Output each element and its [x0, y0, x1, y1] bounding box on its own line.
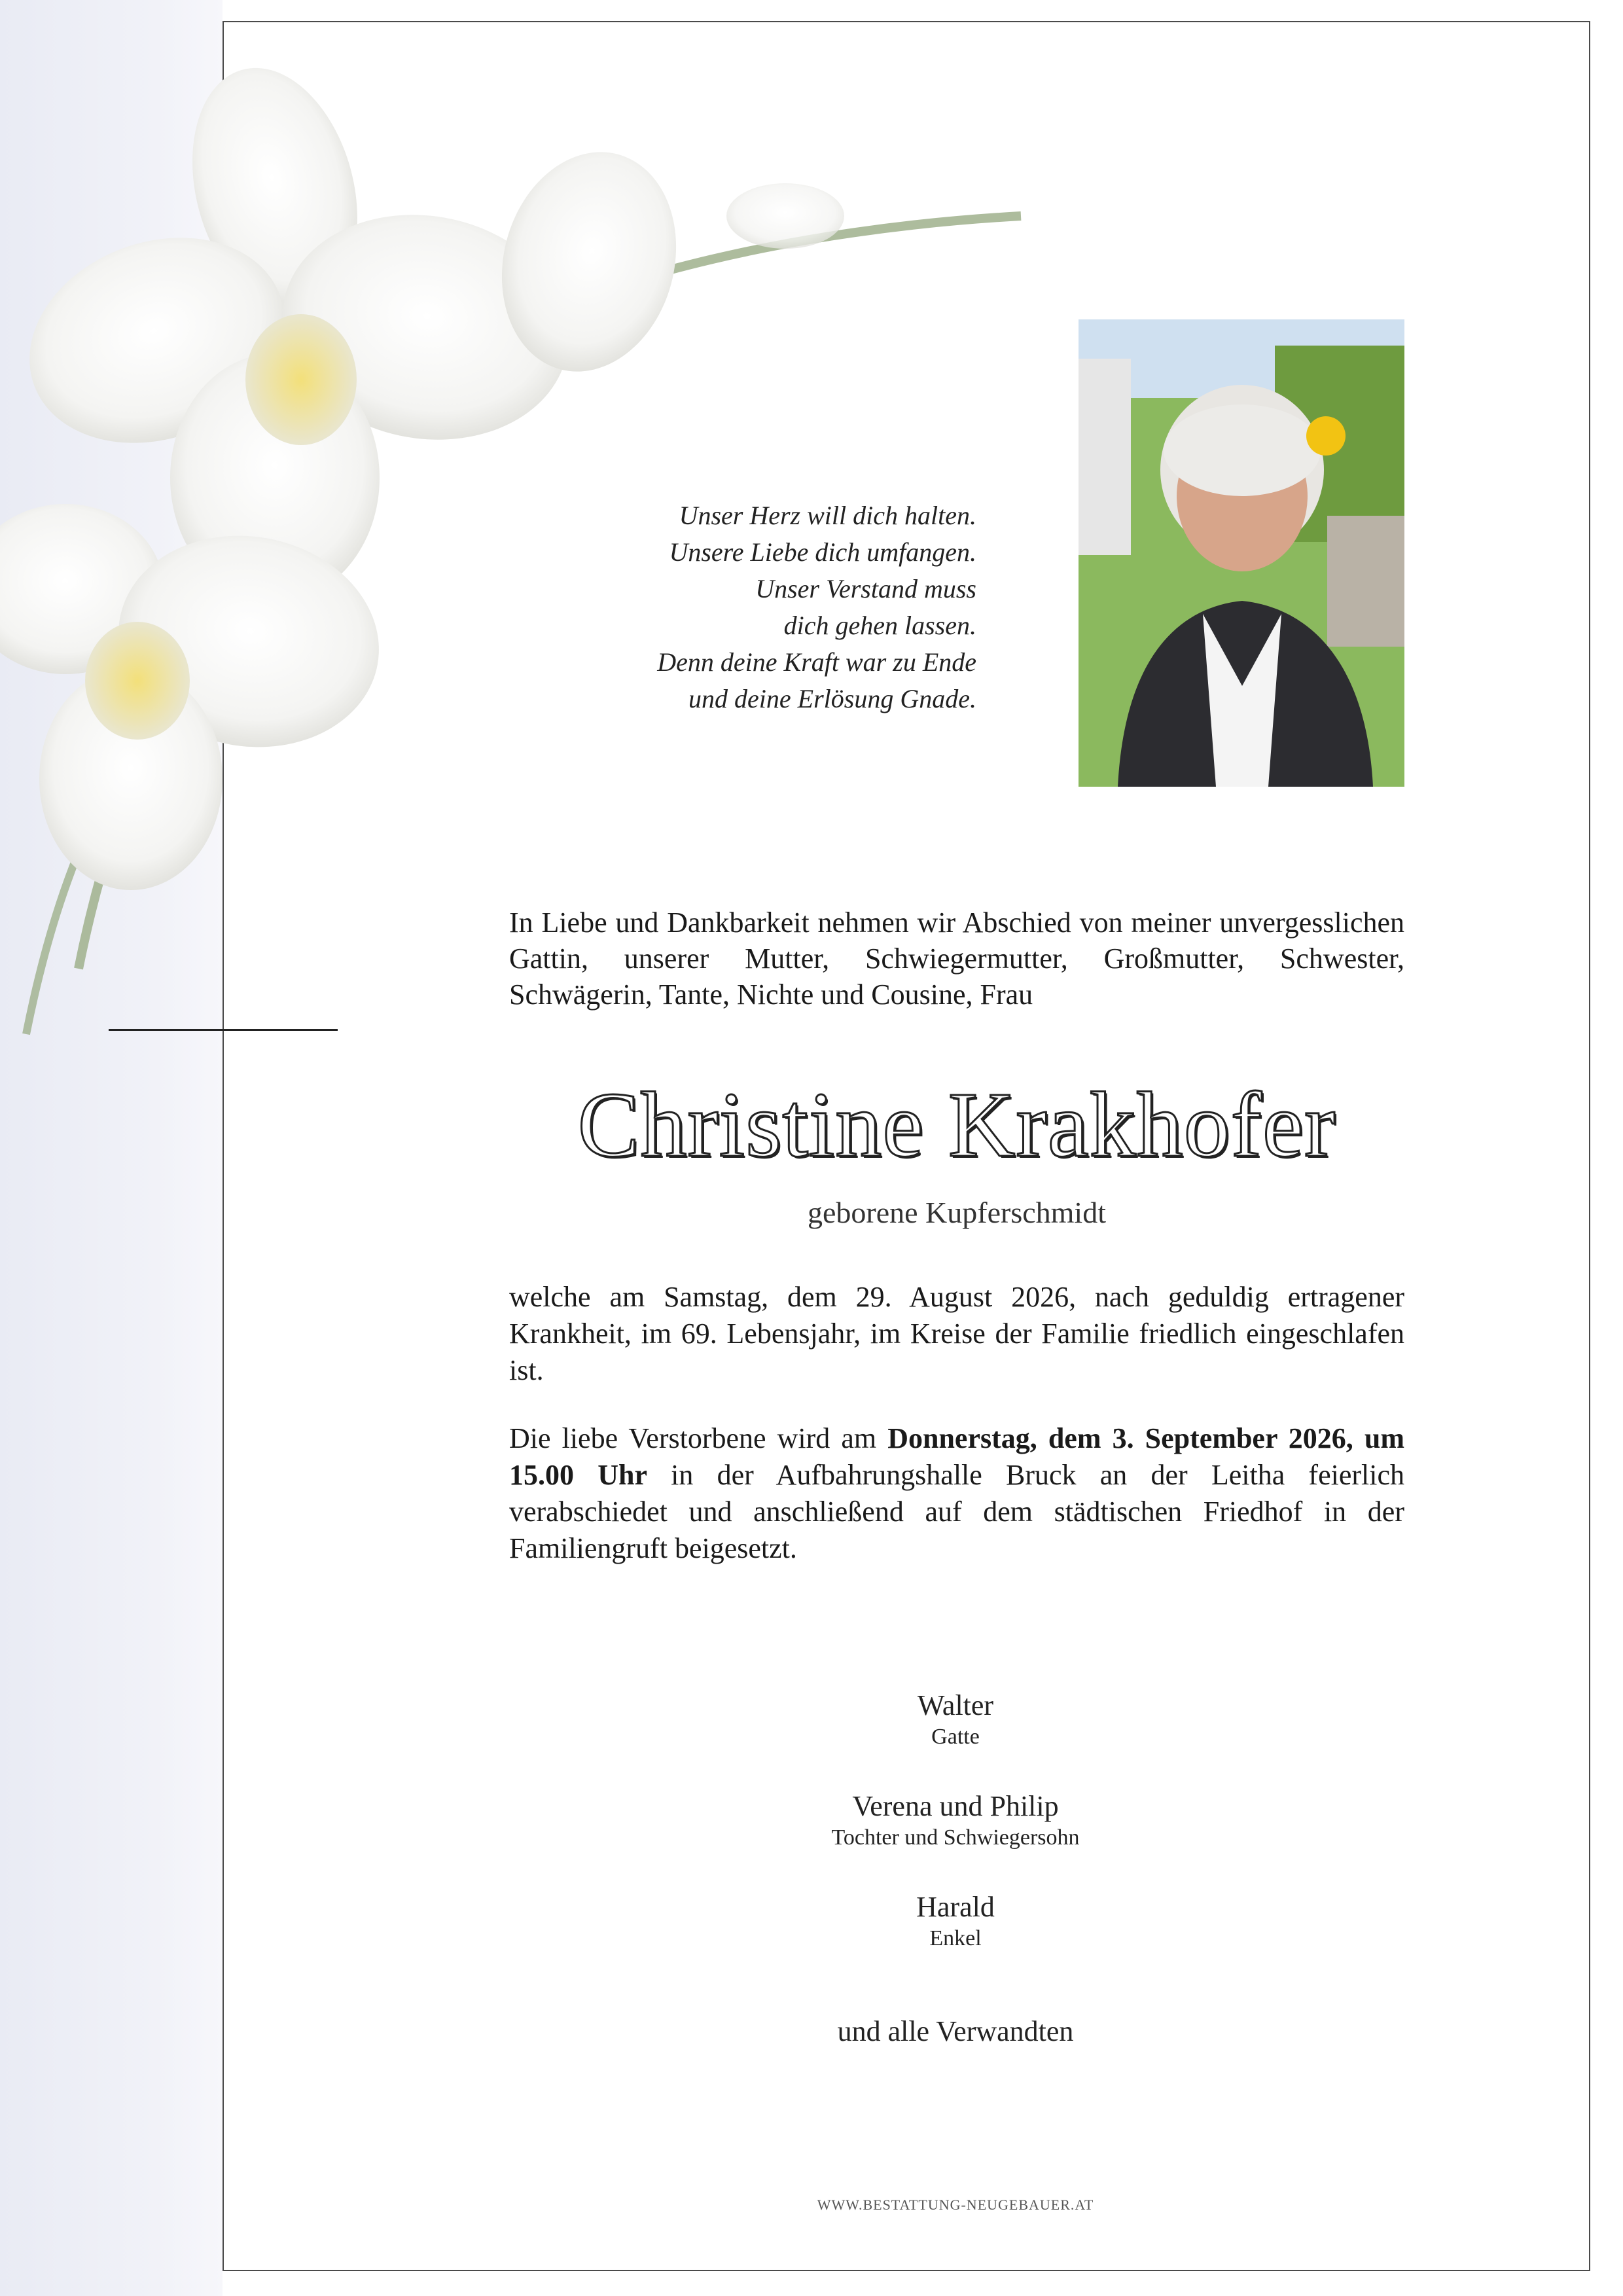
mourner-name: Harald [916, 1891, 995, 1923]
poem-line: Unser Verstand muss [755, 574, 976, 603]
poem-line: Denn deine Kraft war zu Ende [657, 647, 976, 677]
funeral-date-time: Donnerstag, dem 3. September 2026, um 15.00 Uhr [509, 1422, 1404, 1491]
poem-line: Unser Herz will dich halten. [679, 501, 976, 530]
orchid-flower-right [478, 132, 844, 391]
poem-line: Unsere Liebe dich umfangen. [669, 537, 976, 567]
footer-website: WWW.BESTATTUNG-NEUGEBAUER.AT [817, 2197, 1094, 2213]
mourner-relation: Tochter und Schwiegersohn [831, 1825, 1080, 1850]
mourner-name: Verena und Philip [852, 1790, 1059, 1822]
mourner-name: Walter [917, 1689, 994, 1721]
memorial-poem [524, 497, 976, 717]
mourners-list [694, 1687, 1217, 1990]
portrait-photo [1079, 319, 1404, 787]
intro-text: In Liebe und Dankbarkeit nehmen wir Abschied von meiner unvergesslichen Gattin, unserer Mutter, Schwiegermutter, Großmutter, Schwester, Schwägerin, Tante, Nichte und Cousine, Frau [509, 906, 1404, 1011]
mourner-relation: Gatte [931, 1725, 980, 1749]
poem-line: und deine Erlösung Gnade. [688, 684, 976, 713]
mourner-relation: Enkel [929, 1926, 982, 1950]
funeral-notice [509, 1420, 1404, 1567]
funeral-prefix: Die liebe Verstorbene wird am [509, 1422, 888, 1454]
deceased-name: Christine Krakhofer [577, 1073, 1336, 1176]
death-notice: welche am Samstag, dem 29. August 2026, nach geduldig ertragener Krankheit, im 69. Lebensjahr, im Kreise der Familie friedlich eingeschlafen ist. [509, 1281, 1404, 1386]
birth-name: geborene Kupferschmidt [807, 1196, 1106, 1229]
funeral-suffix: in der Aufbahrungshalle Bruck an der Leitha feierlich verabschiedet und anschließend auf dem städtischen Friedhof in der Familiengruft beigesetzt. [509, 1459, 1404, 1564]
poem-line: dich gehen lassen. [783, 611, 976, 640]
relatives-line: und alle Verwandten [837, 2015, 1074, 2047]
